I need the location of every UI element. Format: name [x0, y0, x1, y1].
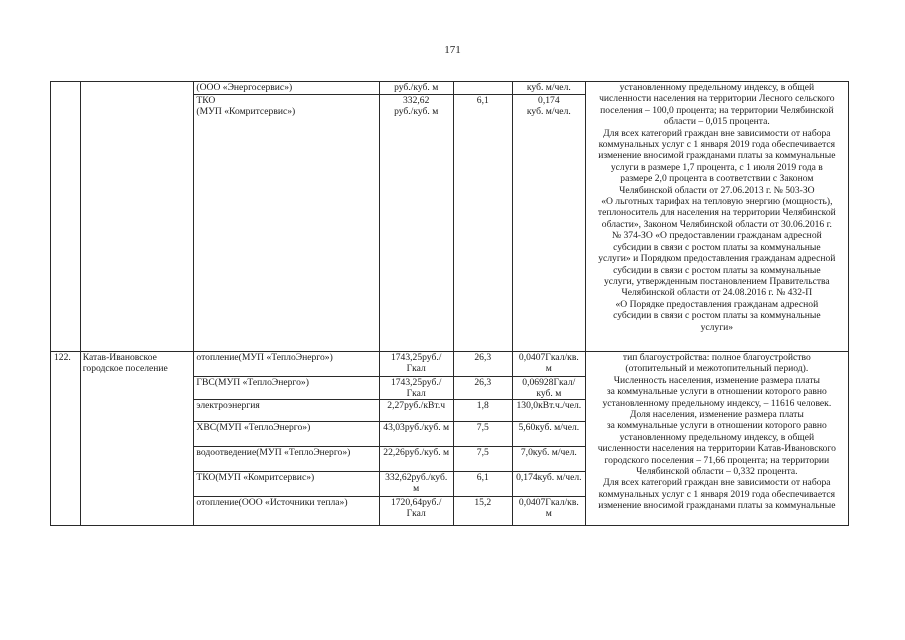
note-line: услуги в размере 1,7 процента, с 1 июля 2019 года в — [610, 161, 823, 173]
note-line: субсидии в связи с ростом платы за коммунальные — [613, 264, 821, 276]
note-line: за коммунальные услуги в отношении которого равно — [606, 420, 827, 432]
growth-value: 6,1 — [476, 472, 489, 483]
note-line: услуги» — [700, 321, 734, 333]
volume-detail: кВт.ч./чел. — [538, 400, 582, 411]
note-line: услуги, утвержденным постановлением Правительства — [603, 275, 830, 287]
table-row-122 — [51, 352, 849, 526]
tariff-detail: руб./Гкал — [406, 377, 442, 400]
note-line: субсидии в связи с ростом платы за коммунальные — [613, 241, 821, 253]
growth-value: 26,3 — [474, 377, 492, 388]
service-value: ТКО — [196, 472, 216, 483]
volume-cell: куб. м/чел. — [512, 82, 585, 95]
growth-row — [454, 447, 512, 472]
service-detail: (МУП «ТеплоЭнерго») — [216, 422, 311, 433]
service-row — [194, 472, 378, 497]
tariff-row — [380, 447, 453, 472]
volume-row — [513, 472, 585, 497]
note-line: коммунальных услуг с 1 января 2019 года обеспечивается — [598, 139, 836, 151]
note-text — [590, 352, 844, 512]
tariff-row — [380, 422, 453, 447]
volume-detail: Гкал/кв. м — [545, 352, 579, 375]
tariff-row — [380, 377, 453, 400]
note-line: (отопительный и межотопительный период). — [625, 363, 809, 375]
note-line: услуги» и Порядком предоставления гражданам адресной — [598, 253, 836, 265]
service-detail: (МУП «Комритсервис») — [215, 472, 315, 483]
growth-row — [454, 377, 512, 400]
growth-cell: 6,1 — [453, 95, 512, 352]
note-line: установленному предельному индексу, – 11616 человек. — [602, 397, 832, 409]
volume-value: 7,0 — [520, 447, 533, 458]
volume-value: 0,174 — [538, 95, 560, 106]
number-cell: 122. — [51, 352, 81, 526]
growth-value: 26,3 — [474, 352, 492, 363]
note-cell — [585, 82, 848, 352]
municipality-type: городское поселение — [82, 363, 168, 375]
volume-detail: Гкал/кв. м — [545, 497, 579, 520]
volume-value: 5,60 — [518, 422, 536, 433]
number-cell — [51, 82, 81, 352]
volume-cell — [512, 95, 585, 352]
note-line: за коммунальные услуги в отношении которого равно — [606, 386, 827, 398]
note-line: коммунальных услуг с 1 января 2019 года обеспечивается — [598, 488, 836, 500]
tariff-value: 2,27 — [387, 400, 405, 411]
note-line: численности населения на территории Лесного сельского — [599, 93, 835, 105]
tariff-row — [380, 400, 453, 422]
service-value: водоотведение — [196, 447, 257, 458]
service-value: ГВС — [196, 377, 215, 388]
tariff-detail: руб./Гкал — [406, 352, 442, 375]
tariff-table — [50, 81, 849, 526]
volume-row — [513, 377, 585, 400]
municipality-cell — [80, 82, 194, 352]
tariff-detail: руб./куб. м — [404, 422, 450, 433]
volume-detail: куб. м/чел. — [532, 447, 577, 458]
note-line: тип благоустройства: полное благоустройство — [622, 352, 811, 363]
tariff-cell: руб./куб. м — [379, 82, 453, 95]
tariff-detail: руб./куб. м — [404, 447, 450, 458]
service-detail: (МУП «ТеплоЭнерго») — [238, 352, 333, 363]
volume-row — [513, 422, 585, 447]
note-line: Численность населения, изменение размера платы — [613, 374, 820, 386]
note-line: Челябинской области от 27.06.2013 г. № 503-ЗО — [619, 184, 815, 196]
note-line: Челябинской области от 24.08.2016 г. № 432-П — [621, 287, 813, 299]
volume-detail: Гкал/куб. м — [536, 377, 576, 400]
note-text — [590, 82, 844, 333]
tariff-value: 43,03 — [383, 422, 405, 433]
volume-value: 0,06928 — [522, 377, 554, 388]
volume-unit: куб. м/чел. — [526, 106, 571, 118]
note-line: Челябинской области – 0,332 процента. — [636, 466, 798, 478]
tariff-value: 332,62 — [402, 95, 430, 106]
service-detail: (ООО «Источники тепла») — [238, 497, 348, 508]
note-line: «О льготных тарифах на тепловую энергию (мощность), — [601, 196, 833, 208]
tariff-value: 1720,64 — [390, 497, 423, 508]
note-line: области – 0,015 процента. — [663, 116, 770, 128]
growth-value: 7,5 — [476, 447, 489, 458]
tariff-value: 332,62 — [385, 472, 412, 483]
tariff-value: 1743,25 — [390, 352, 423, 363]
note-line: городского поселения – 71,66 процента; на территории — [604, 454, 830, 466]
growth-row — [454, 400, 512, 422]
tariff-row — [380, 472, 453, 497]
tariff-row — [380, 352, 453, 377]
note-line: установленному предельному индексу, в общей — [619, 82, 815, 93]
volume-row — [513, 447, 585, 472]
service-name: ТКО — [196, 95, 216, 106]
volume-detail: куб. м/чел. — [537, 472, 582, 483]
note-line: размере 2,0 процента в соответствии с Законом — [620, 173, 814, 185]
tariffs-column — [379, 352, 453, 526]
growth-value: 7,5 — [476, 422, 489, 433]
note-line: субсидии в связи с ростом платы за коммунальные — [613, 310, 821, 322]
table-row — [51, 82, 849, 95]
volumes-column — [512, 352, 585, 526]
service-row — [194, 447, 378, 472]
service-row — [194, 400, 378, 422]
services-column — [194, 352, 379, 526]
growth-row — [454, 352, 512, 377]
growth-value: 1,8 — [476, 400, 489, 411]
volume-value: 130,0 — [516, 400, 539, 411]
note-line: изменение вносимой гражданами платы за коммунальные — [598, 150, 836, 162]
growth-value: 15,2 — [474, 497, 492, 508]
volume-row — [513, 352, 585, 377]
note-line: Для всех категорий граждан вне зависимости от набора — [603, 477, 831, 489]
tariff-detail: руб./Гкал — [406, 497, 442, 520]
municipality-name: Катав-Ивановское — [82, 352, 157, 363]
note-line: изменение вносимой гражданами платы за коммунальные — [598, 500, 836, 512]
growth-row — [454, 422, 512, 447]
growth-column — [453, 352, 512, 526]
tariff-unit: руб./куб. м — [394, 106, 439, 118]
municipality-cell — [80, 352, 194, 526]
growth-row — [454, 497, 512, 522]
volume-value: 0,0407 — [518, 352, 546, 363]
tariff-cell — [379, 95, 453, 352]
tariff-detail: руб./кВт.ч — [404, 400, 446, 411]
note-line: теплоноситель для населения на территории Челябинской — [597, 207, 836, 219]
tariff-row — [380, 497, 453, 522]
service-value: отопление — [196, 497, 239, 508]
service-row — [194, 422, 378, 447]
service-value: отопление — [196, 352, 239, 363]
service-row — [194, 377, 378, 400]
note-line: № 374-ЗО «О предоставлении гражданам адресной — [611, 230, 822, 242]
volume-value: 0,0407 — [518, 497, 546, 508]
volume-value: 0,174 — [516, 472, 538, 483]
growth-cell — [453, 82, 512, 95]
service-row — [194, 497, 378, 522]
note-line: Доля населения, изменение размера платы — [629, 409, 804, 421]
service-cell: (ООО «Энергосервис») — [194, 82, 379, 95]
volume-row — [513, 400, 585, 422]
page-number: 171 — [444, 44, 461, 56]
service-provider: (МУП «Комритсервис») — [196, 106, 296, 118]
note-line: «О Порядке предоставления гражданам адресной — [615, 298, 819, 310]
note-cell — [585, 352, 848, 526]
tariff-value: 22,26 — [383, 447, 405, 458]
service-detail: (МУП «ТеплоЭнерго») — [214, 377, 309, 388]
volume-detail: куб. м/чел. — [535, 422, 580, 433]
note-line: установленному предельному индексу, в общей — [619, 431, 815, 443]
service-cell — [194, 95, 379, 352]
volume-row — [513, 497, 585, 522]
note-line: поселения – 100,0 процента; на территории Челябинской — [600, 104, 834, 116]
service-value: ХВС — [196, 422, 217, 433]
service-detail: (МУП «ТеплоЭнерго») — [256, 447, 351, 458]
growth-row — [454, 472, 512, 497]
tariff-detail: руб./куб. м — [411, 472, 448, 495]
tariff-value: 1743,25 — [390, 377, 423, 388]
note-line: Для всех категорий граждан вне зависимости от набора — [603, 127, 831, 139]
service-row — [194, 352, 378, 377]
service-value: электроэнергия — [196, 400, 260, 411]
note-line: численности населения на территории Катав-Ивановского — [597, 443, 836, 455]
note-line: области», Законом Челябинской области от 30.06.2016 г. — [601, 218, 832, 230]
